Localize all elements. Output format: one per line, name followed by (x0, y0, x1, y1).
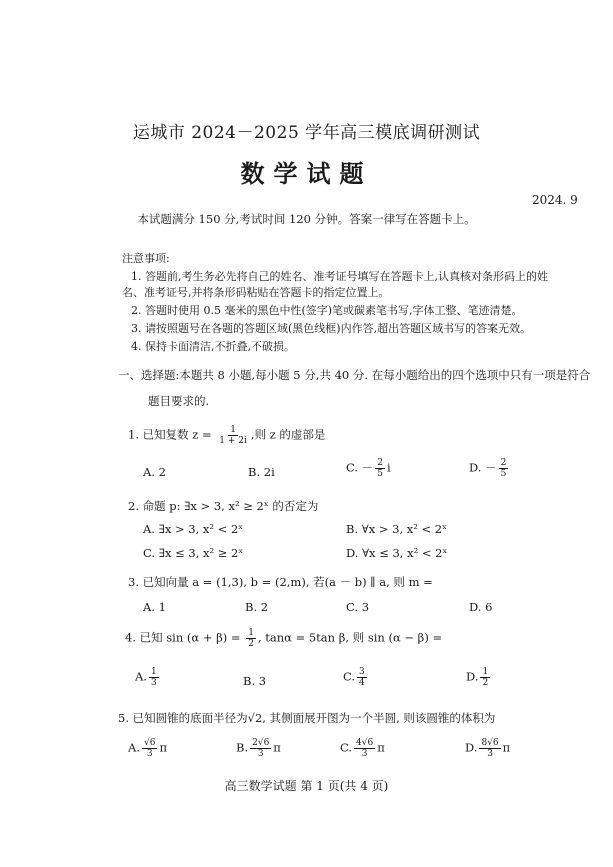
option-c (340, 738, 385, 759)
fraction-numerator: 4√6 (356, 738, 374, 748)
fraction-numerator: 2√6 (252, 738, 270, 748)
fraction-numerator: 3 (359, 667, 365, 677)
option-suffix: π (502, 740, 511, 755)
question-1-stem (128, 425, 325, 446)
option-label: B. (236, 740, 249, 755)
note-item: 2. 答题时使用 0.5 毫米的黑色中性(签字)笔或碳素笔书写,字体工整、笔迹清楚。 (131, 304, 523, 317)
option-label: D. － (469, 460, 497, 475)
question-5-stem: 5. 已知圆锥的底面半径为√2, 其侧面展开图为一个半圆, 则该圆锥的体积为 (118, 711, 496, 725)
option-label: C. (340, 740, 353, 755)
section-heading: 一、选择题:本题共 8 小题,每小题 5 分,共 40 分. 在每小题给出的四个选项中只有一项是符合 (118, 368, 591, 382)
fraction (354, 738, 375, 759)
fraction-denominator: 2 (482, 678, 489, 688)
fraction (357, 667, 367, 688)
fraction-numerator: 8√6 (481, 738, 499, 748)
option-suffix: π (273, 740, 281, 755)
fraction-denominator: 3 (257, 749, 264, 759)
option-a: A. 1 (143, 600, 166, 614)
option-label: A. (135, 669, 147, 684)
question-1-stem-pre: 1. 已知复数 z = (128, 427, 216, 442)
fraction (250, 738, 271, 759)
option-c: C. ∃x ≤ 3, x² ≥ 2ˣ (143, 546, 244, 560)
option-suffix: i (386, 460, 391, 475)
option-d (466, 667, 492, 688)
question-4-stem-post: , tanα = 5tan β, 则 sin (α − β) = (257, 630, 443, 645)
fraction (217, 425, 249, 446)
note-item: 名、准考证号,并将条形码粘贴在答题卡的指定位置上。 (122, 286, 390, 299)
fraction-denominator: 3 (361, 749, 368, 759)
question-3-stem: 3. 已知向量 a = (1,3), b = (2,m), 若(a － b) ∥ a, 则 m = (128, 575, 433, 589)
note-item: 1. 答题前,考生务必先将自己的姓名、准考证号填写在答题卡上,认真核对条形码上的姓 (131, 270, 548, 283)
option-label: C. (343, 669, 356, 684)
fraction-denominator: 3 (487, 749, 493, 759)
exam-date: 2024. 9 (532, 193, 578, 207)
fraction-denominator: 5 (377, 469, 383, 479)
option-label: D. (466, 669, 479, 684)
exam-title: 运城市 2024－2025 学年高三模底调研测试 (132, 123, 481, 143)
fraction-numerator: 1 (248, 628, 254, 638)
option-a: A. 2 (143, 465, 166, 479)
fraction (499, 458, 509, 479)
question-4-stem (125, 628, 442, 649)
option-label: A. (128, 740, 140, 755)
option-a: A. ∃x > 3, x² < 2ˣ (143, 522, 244, 536)
fraction (479, 738, 500, 759)
fraction-denominator: 1 + 2i (219, 436, 247, 446)
fraction-numerator: 1 (482, 667, 489, 677)
question-2-stem: 2. 命题 p: ∃x > 3, x² ≥ 2ˣ 的否定为 (128, 499, 319, 513)
fraction (375, 458, 385, 479)
question-1-stem-post: ,则 z 的虚部是 (250, 427, 326, 442)
fraction-denominator: 3 (146, 749, 153, 759)
option-d: D. ∀x ≤ 3, x² < 2ˣ (346, 546, 448, 560)
fraction-denominator: 4 (359, 678, 365, 688)
option-suffix: π (159, 740, 167, 755)
note-item: 3. 请按照题号在各题的答题区域(黑色线框)内作答,超出答题区域书写的答案无效。 (131, 322, 532, 335)
exam-intro: 本试题满分 150 分,考试时间 120 分钟。答案一律写在答题卡上。 (137, 212, 476, 226)
fraction-numerator: √6 (143, 738, 156, 748)
option-b: B. 2 (245, 600, 269, 614)
option-a (135, 667, 161, 688)
option-b (236, 738, 281, 759)
fraction-denominator: 2 (248, 639, 254, 649)
option-c (346, 458, 391, 479)
fraction (142, 738, 157, 759)
option-b: B. 2i (248, 465, 275, 479)
fraction (480, 667, 490, 688)
fraction-numerator: 2 (500, 458, 507, 468)
fraction (246, 628, 256, 649)
option-b: B. 3 (243, 674, 267, 688)
fraction (149, 667, 159, 688)
fraction-numerator: 2 (377, 458, 383, 468)
option-label: C. － (346, 460, 374, 475)
fraction-denominator: 5 (500, 469, 507, 479)
option-c: C. 3 (346, 600, 370, 614)
notes-heading: 注意事项: (122, 252, 170, 265)
fraction-numerator: 1 (230, 425, 236, 435)
fraction-denominator: 3 (150, 678, 157, 688)
page-footer: 高三数学试题 第 1 页(共 4 页) (224, 779, 389, 793)
option-a (128, 738, 167, 759)
option-label: D. (465, 740, 478, 755)
option-d (465, 738, 510, 759)
section-heading-cont: 题目要求的. (148, 394, 210, 408)
option-d: D. 6 (469, 600, 493, 614)
option-suffix: π (377, 740, 385, 755)
fraction-numerator: 1 (150, 667, 157, 677)
option-c (343, 667, 369, 688)
question-4-stem-pre: 4. 已知 sin (α + β) = (125, 630, 245, 645)
subject-title: 数学试题 (240, 159, 373, 188)
note-item: 4. 保持卡面清洁,不折叠,不破损。 (131, 340, 295, 353)
option-d (469, 458, 510, 479)
option-b: B. ∀x > 3, x² < 2ˣ (346, 522, 447, 536)
